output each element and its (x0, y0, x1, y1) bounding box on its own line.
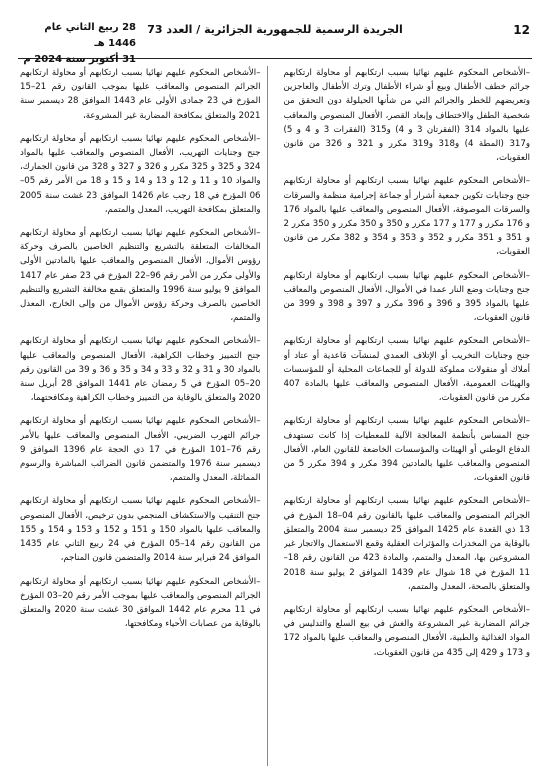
paragraph: –الأشخاص المحكوم عليهم نهائيا بسبب ارتكابهم أو محاولة ارتكابهم جنح وجنايات التخريب أو الإتلاف العمدي لمنشآت قاعدية أو عتاد أو أملاك أو منقولات مملوكة للدولة أو للجماعات المحلية أو للمؤسسات والهيئات العمومية، الأفعال المنصوص والمعاقب عليها بالمادة 407 مكرر من قانون العقوبات، (283, 336, 530, 404)
right-column (284, 66, 531, 766)
paragraph: –الأشخاص المحكوم عليهم نهائيا بسبب ارتكابهم أو محاولة ارتكابهم جنح التنقيب والاستكشاف المنجمي بدون ترخيص، الأفعال المنصوص والمعاقب عليها بالمواد 150 و 151 و 152 و 153 و 154 و 155 من القانون رقم 14–05 المؤرخ في 24 ربيع الثاني عام 1435 الموافق 24 فبراير سنة 2014 والمتضمن قانون المناجم، (20, 496, 261, 564)
paragraph: –الأشخاص المحكوم عليهم نهائيا بسبب ارتكابهم أو محاولة ارتكابهم جرائم المضاربة غير المشروعة والغش في بيع السلع والتدليس في المواد الغذائية والطبية، الأفعال المنصوص والمعاقب عليها بالمواد 172 و 173 و 429 إلى 435 من قانون العقوبات، (283, 604, 530, 658)
paragraph: –الأشخاص المحكوم عليهم نهائيا بسبب ارتكابهم أو محاولة ارتكابهم المخالفات المتعلقة بالتشريع والتنظيم الخاصين بالصرف وحركة رؤوس الأموال، الأفعال المنصوص والمعاقب عليها بالمادتين الأولى والأولى مكرر من الأمر رقم 96–22 المؤرخ في 23 صفر عام 1417 الموافق 9 يوليو سنة 1996 والمتعلق بقمع مخالفة التشريع والتنظيم الخاصين بالصرف وحركة رؤوس الأموال من وإلى الخارج، المعدل والمتمم، (20, 228, 261, 324)
paragraph: –الأشخاص المحكوم عليهم نهائيا بسبب ارتكابهم أو محاولة ارتكابهم جنح المساس بأنظمة المعالجة الآلية للمعطيات إذا كانت تستهدف الدفاع الوطني أو الهيئات والمؤسسات الخاضعة للقانون العام، الأفعال المنصوص والمعاقب عليها بالمادتين 394 مكرر و 394 مكرر 5 من قانون العقوبات، (283, 416, 530, 484)
paragraph: –الأشخاص المحكوم عليهم نهائيا بسبب ارتكابهم أو محاولة ارتكابهم جرائم خطف الأطفال وبيع أو شراء الأطفال وترك الأطفال والعاجزين وتعريضهم للخطر والجرائم التي من شأنها الحيلولة دون التحقق من شخصية الطفل والاختطاف وإبعاد القصر، الأفعال المنصوص والمعاقب عليها بالمواد 314 (الفقرتان 3 و 4) و315 (الفقرات 3 و 4 و 5) و317 (المطة 4) و318 و319 مكرر و 321 و 326 من قانون العقوبات، (283, 68, 530, 164)
paragraph: –الأشخاص المحكوم عليهم نهائيا بسبب ارتكابهم أو محاولة ارتكابهم الجرائم المنصوص والمعاقب عليها بموجب القانون رقم 21–15 المؤرخ في 23 جمادى الأولى عام 1443 الموافق 28 ديسمبر سنة 2021 والمتعلق بمكافحة المضاربة غير المشروعة، (20, 68, 261, 121)
paragraph: –الأشخاص المحكوم عليهم نهائيا بسبب ارتكابهم أو محاولة ارتكابهم جنح وجنايات تكوين جمعية أشرار أو جماعة إجرامية منظمة والسرقات والسرقات الموصوفة، الأفعال المنصوص والمعاقب عليها بالمواد 176 و 176 مكرر و 177 و 177 مكرر و 350 و 350 مكرر و 350 مكرر 2 و 351 و 351 مكرر و 352 و 353 و 354 و 382 مكرر من قانون العقوبات، (283, 176, 530, 258)
left-column (20, 66, 268, 766)
paragraph: –الأشخاص المحكوم عليهم نهائيا بسبب ارتكابهم أو محاولة ارتكابهم جرائم التهرب الضريبي، الأفعال المنصوص والمعاقب عليها بالأمر رقم 76–101 المؤرخ في 17 ذي الحجة عام 1396 الموافق 9 ديسمبر سنة 1976 والمتضمن قانون الضرائب المباشرة والرسوم المماثلة، المعدل والمتمم، (20, 416, 261, 484)
page-header (18, 20, 532, 65)
issue-date (18, 20, 136, 68)
paragraph: –الأشخاص المحكوم عليهم نهائيا بسبب ارتكابهم أو محاولة ارتكابهم جنح التمييز وخطاب الكراهية، الأفعال المنصوص والمعاقب عليها بالمواد 30 و 31 و 32 و 33 و 34 و 35 و 36 و 39 من القانون رقم 20–05 المؤرخ في 5 رمضان عام 1441 الموافق 28 أبريل سنة 2020 والمتعلق بالوقاية من التمييز وخطاب الكراهية ومكافحتهما، (20, 336, 261, 404)
paragraph: –الأشخاص المحكوم عليهم نهائيا بسبب ارتكابهم أو محاولة ارتكابهم جنح وجنايات التهريب، الأفعال المنصوص والمعاقب عليها بالمواد 324 و 325 و 325 مكرر و 326 و 327 و 328 من قانون الجمارك، والمواد 10 و 11 و 12 و 13 و 14 و 15 و 18 من الأمر رقم 05–06 المؤرخ في 18 رجب عام 1426 الموافق 23 غشت سنة 2005 والمتعلق بمكافحة التهريب، المعدل والمتمم، (20, 133, 261, 215)
paragraph: –الأشخاص المحكوم عليهم نهائيا بسبب ارتكابهم أو محاولة ارتكابهم الجرائم المنصوص والمعاقب عليها بالقانون رقم 04–18 المؤرخ في 13 ذي القعدة عام 1425 الموافق 25 ديسمبر سنة 2004 والمتعلق بالوقاية من المخدرات والمؤثرات العقلية وقمع الاستعمال والاتجار غير المشروعين بها، المعدل والمتمم، والمادة 423 من القانون رقم 18–11 المؤرخ في 18 شوال عام 1439 الموافق 2 يوليو سنة 2018 والمتعلق بالصحة، المعدل والمتمم، (283, 496, 530, 592)
journal-title: الجريدة الرسمية للجمهورية الجزائرية / العدد 73 (147, 23, 403, 36)
paragraph: –الأشخاص المحكوم عليهم نهائيا بسبب ارتكابهم أو محاولة ارتكابهم الجرائم المنصوص والمعاقب عليها بموجب الأمر رقم 20–03 المؤرخ في 11 محرم عام 1442 الموافق 30 غشت سنة 2020 والمتعلق بالوقاية من عصابات الأحياء ومكافحتها، (20, 576, 261, 630)
date-hijri: 28 ربيع الثاني عام 1446 هـ (44, 22, 136, 49)
page-number: 12 (513, 23, 530, 37)
body-columns (20, 66, 530, 766)
date-gregorian: 31 أكتوبر سنة 2024 م (23, 54, 136, 65)
paragraph: –الأشخاص المحكوم عليهم نهائيا بسبب ارتكابهم أو محاولة ارتكابهم جنح وجنايات وضع النار عمدا في الأموال، الأفعال المنصوص والمعاقب عليها بالمواد 395 و 396 و 396 مكرر و 397 و 398 و 399 من قانون العقوبات، (283, 270, 530, 324)
